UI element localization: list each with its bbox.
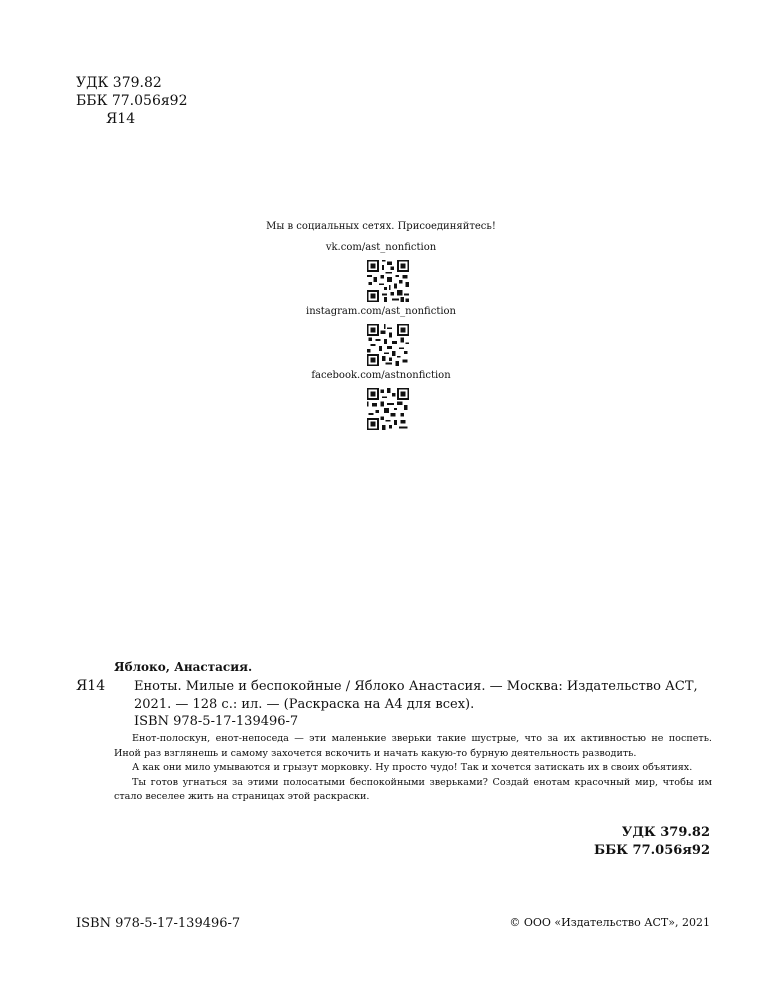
footer-isbn: ISBN 978-5-17-139496-7 [76, 916, 241, 931]
social-link-vk[interactable]: vk.com/ast_nonfiction [325, 242, 437, 253]
annotation-paragraph: А как они мило умываются и грызут морковку. Ну просто чудо! Так и хочется затискать их в своих объятиях. [132, 762, 693, 773]
catalog-author: Яблоко, Анастасия. [114, 660, 253, 674]
qr-code-icon [365, 324, 411, 366]
footer-copyright: © ООО «Издательство АСТ», 2021 [509, 916, 710, 929]
author-mark: Я14 [106, 111, 136, 127]
social-link-facebook[interactable]: facebook.com/astnonfiction [311, 370, 451, 381]
catalog-classification [594, 824, 710, 860]
annotation-paragraph: Ты готов угнаться за этими полосатыми беспокойными зверьками? Создай енотам красочный мир, чтобы им стало веселее жить на страницах этой раскраски. [114, 776, 712, 802]
social-link-instagram[interactable]: instagram.com/ast_nonfiction [306, 306, 456, 317]
catalog-bbk: ББК 77.056я92 [593, 843, 710, 858]
catalog-description: Еноты. Милые и беспокойные / Яблоко Анастасия. — Москва: Издательство АСТ, 2021. — 128 с.: ил. — (Раскраска на А4 для всех). [134, 679, 698, 712]
qr-code-icon [365, 260, 411, 302]
udk-code: УДК 379.82 [76, 75, 162, 91]
qr-code-icon [365, 388, 411, 430]
bbk-code: ББК 77.056я92 [76, 93, 188, 109]
annotation-paragraph: Енот-полоскун, енот-непоседа — эти маленькие зверьки такие шустрые, что за их активностью не поспеть. Иной раз взглянешь и самому захочется вскочить и начать какую-то бурную деятельность разводить. [114, 733, 712, 759]
social-heading: Мы в социальных сетях. Присоединяйтесь! [266, 221, 496, 232]
catalog-author-mark: Я14 [76, 678, 106, 694]
classification-block [76, 74, 188, 128]
catalog-isbn: ISBN 978-5-17-139496-7 [134, 714, 299, 729]
catalog-annotation [114, 732, 712, 805]
catalog-udk: УДК 379.82 [621, 825, 710, 840]
